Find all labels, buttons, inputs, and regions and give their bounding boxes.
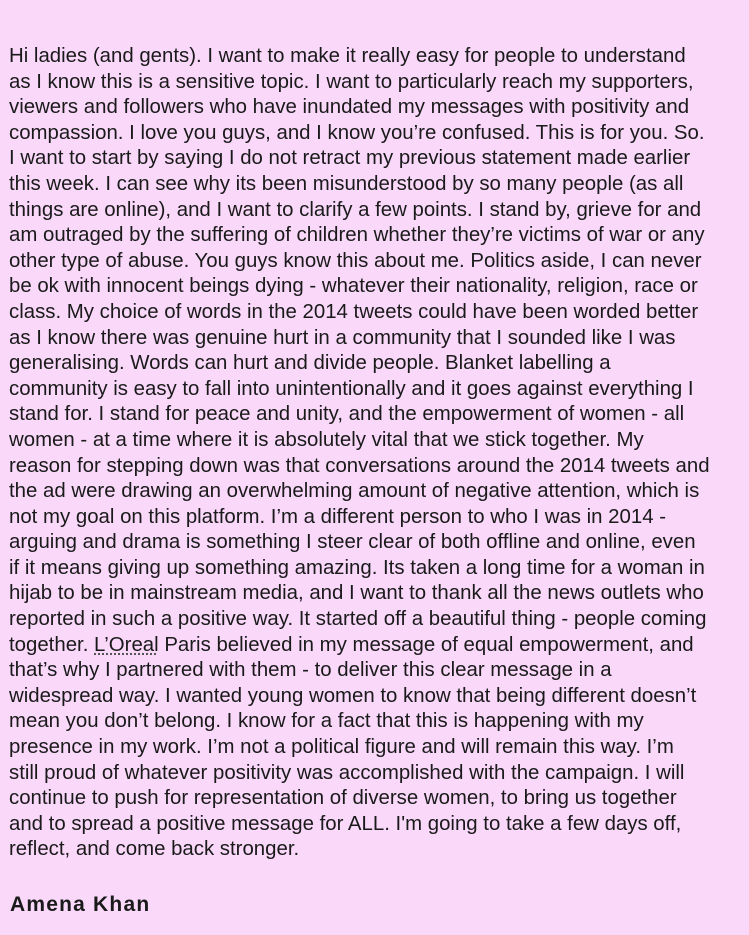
statement-line-mixed — [9, 633, 745, 659]
statement-line: arguing and drama is something I steer clear of both offline and online, even — [9, 531, 696, 554]
statement-line: presence in my work. I’m not a political figure and will remain this way. I’m — [9, 736, 674, 759]
statement-line-end: Paris believed in my message of equal empowerment, and — [164, 633, 694, 656]
statement-line: other type of abuse. You guys know this about me. Politics aside, I can never — [9, 249, 702, 272]
statement-line: I want to start by saying I do not retract my previous statement made earlier — [9, 147, 691, 170]
statement-line: reason for stepping down was that conversations around the 2014 tweets and — [9, 454, 710, 477]
author-signature: Amena Khan — [10, 893, 151, 916]
statement-line: continue to push for representation of diverse women, to bring us together — [9, 787, 677, 810]
statement-line: hijab to be in mainstream media, and I want to thank all the news outlets who — [9, 582, 704, 605]
statement-line: the ad were drawing an overwhelming amount of negative attention, which is — [9, 480, 700, 503]
statement-line: that’s why I partnered with them - to deliver this clear message in a — [9, 659, 612, 682]
statement-line: compassion. I love you guys, and I know you’re confused. This is for you. So. — [9, 121, 705, 144]
statement-line: reported in such a positive way. It started off a beautiful thing - people coming — [9, 608, 707, 631]
statement-line-start: together. — [9, 633, 89, 656]
statement-line: not my goal on this platform. I’m a different person to who I was in 2014 - — [9, 505, 666, 528]
statement-line: this week. I can see why its been misunderstood by so many people (as all — [9, 172, 684, 195]
statement-line: class. My choice of words in the 2014 tweets could have been worded better — [9, 300, 699, 323]
statement-line: community is easy to fall into unintentionally and it goes against everything I — [9, 377, 694, 400]
brand-word: L’Oreal — [94, 633, 159, 656]
statement-line: Hi ladies (and gents). I want to make it really easy for people to understand — [9, 45, 686, 67]
statement-line: if it means giving up something amazing. Its taken a long time for a woman in — [9, 556, 705, 579]
statement-line: reflect, and come back stronger. — [9, 838, 300, 861]
statement-line: mean you don’t belong. I know for a fact that this is happening with my — [9, 710, 644, 733]
statement-line: generalising. Words can hurt and divide people. Blanket labelling a — [9, 352, 611, 375]
statement-line: as I know there was genuine hurt in a community that I sounded like I was — [9, 326, 676, 349]
statement-line: as I know this is a sensitive topic. I want to particularly reach my supporters, — [9, 70, 694, 93]
statement-line: stand for. I stand for peace and unity, and the empowerment of women - all — [9, 403, 685, 426]
statement-line: widespread way. I wanted young women to know that being different doesn’t — [9, 684, 697, 707]
statement-text — [9, 44, 745, 863]
statement-line: am outraged by the suffering of children whether they’re victims of war or any — [9, 224, 705, 247]
statement-line: and to spread a positive message for ALL. I'm going to take a few days off, — [9, 812, 682, 835]
statement-line: women - at a time where it is absolutely vital that we stick together. My — [9, 428, 644, 451]
statement-line: viewers and followers who have inundated my messages with positivity and — [9, 96, 690, 119]
statement-line: still proud of whatever positivity was accomplished with the campaign. I will — [9, 761, 685, 784]
statement-line: things are online), and I want to clarify a few points. I stand by, grieve for and — [9, 198, 702, 221]
statement-line: be ok with innocent beings dying - whatever their nationality, religion, race or — [9, 275, 698, 298]
